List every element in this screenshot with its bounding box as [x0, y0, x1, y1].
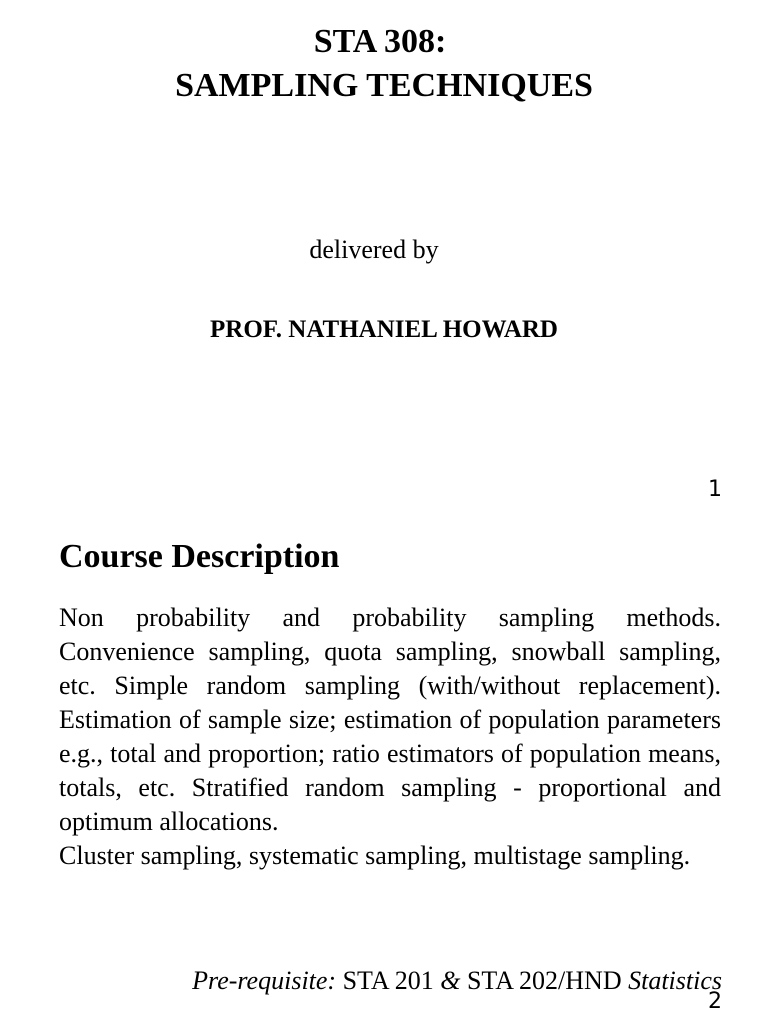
- course-code-title: STA 308:: [313, 23, 447, 60]
- prerequisite-line: [192, 964, 722, 998]
- course-name-title: SAMPLING TECHNIQUES: [175, 67, 593, 104]
- prerequisite-subject: Statistics: [628, 966, 722, 995]
- page-number-2: 2: [708, 989, 722, 1014]
- prerequisite-label: Pre-requisite:: [192, 966, 337, 995]
- prerequisite-ampersand: &: [440, 966, 461, 995]
- course-description-body: Non probability and probability sampling methods. Convenience sampling, quota sampling, snowball sampling, etc. Simple random sampling (with/without replacement). Estimation of sample size; estimation of population parameters e.g., total and proportion; ratio estimators of population means, totals, etc. Stratified random sampling - proportional and optimum allocations. Cluster sampling, systematic sampling, multistage sampling.: [59, 603, 721, 870]
- page-number-1: 1: [708, 477, 722, 502]
- course-description-heading: Course Description: [59, 538, 340, 575]
- presenter-name: PROF. NATHANIEL HOWARD: [210, 316, 558, 343]
- delivered-by-text: delivered by: [309, 235, 439, 264]
- prerequisite-courses-2: STA 202/HND: [460, 966, 629, 995]
- prerequisite-courses-1: STA 201: [336, 966, 441, 995]
